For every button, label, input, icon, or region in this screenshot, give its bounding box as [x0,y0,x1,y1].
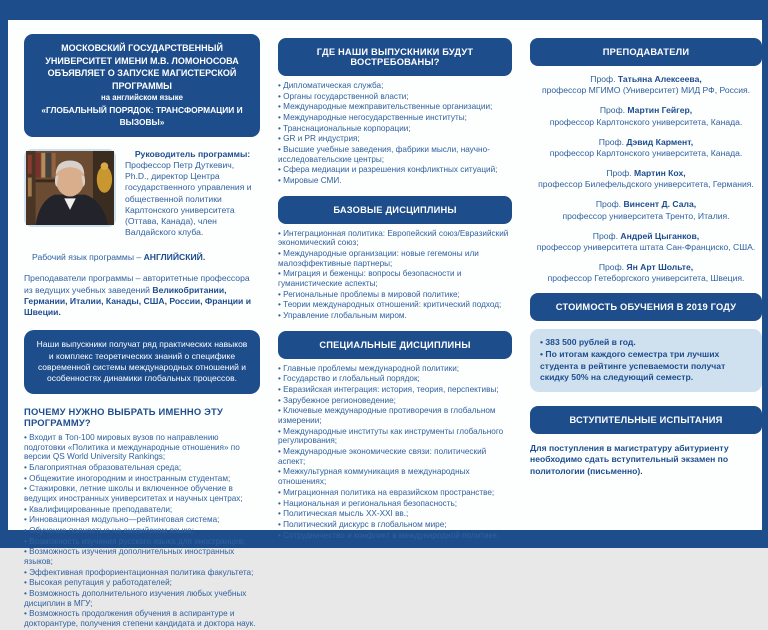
teacher-prefix: Проф. [598,136,627,147]
basic-discipline-item: • Миграция и беженцы: вопросы безопасности и гуманистические аспекты; [278,269,512,288]
teacher-prefix: Проф. [590,74,618,84]
teacher-name-line [530,137,762,148]
why-choose-item: • Входит в Топ-100 мировых вузов по направлению подготовки «Политика и международные отношения» по версии QS World University Rankings; [24,433,260,462]
teacher-affiliation: профессор Билефельдского университета, Германия. [538,179,754,190]
teacher-entry [530,168,762,190]
teacher-affiliation: профессор МГИМО (Университет) МИД РФ, Россия. [541,85,751,96]
teacher-affiliation: профессор Гетеборгского университета, Швеция. [547,273,745,284]
program-language-subtitle: на английском языке [101,93,183,103]
teacher-affiliation: профессор Карлтонского университета, Канада. [549,116,743,127]
why-choose-title: ПОЧЕМУ НУЖНО ВЫБРАТЬ ИМЕННО ЭТУ ПРОГРАММУ? [24,405,224,428]
teacher-name-line [530,231,762,242]
basic-discipline-item: • Управление глобальным миром. [278,311,512,321]
teacher-entry [530,105,762,127]
teachers-section-title: ПРЕПОДАВАТЕЛИ [530,38,762,66]
director-block [24,149,260,238]
basic-disciplines-list [278,229,512,321]
basic-discipline-item: • Теории международных отношений: критический подход; [278,300,512,310]
tuition-info-item: • 383 500 рублей в год. [540,337,752,349]
demand-item: • Мировые СМИ. [278,176,512,186]
special-discipline-item: • Международные экономические связи: политический аспект; [278,447,512,466]
director-description [125,149,260,238]
entrance-exams-text: Для поступления в магистратуру абитуриенту необходимо сдать вступительный экзамен по политологии (письменно). [530,442,729,476]
why-choose-item: • Стажировки, летние школы и включенное обучение в ведущих иностранных университетах и научных центрах; [24,484,260,503]
tuition-info-item: • По итогам каждого семестра три лучших студента в рейтинге успеваемости получат скидку 50% на следующий семестр. [540,349,752,384]
special-discipline-item: • Зарубежное регионоведение; [278,396,512,406]
director-bio: Профессор Петр Дуткевич, Ph.D., директор Центра государственного управления и общественной политики Карлтонского университета (Оттава, Канада), член Валдайского клуба. [125,159,252,238]
teacher-entry [530,262,762,284]
teacher-name-line [530,262,762,273]
left-column [24,34,260,630]
special-discipline-item: • Главные проблемы международной политики; [278,364,512,374]
why-choose-list [24,433,260,629]
why-choose-item: • Квалифицированные преподаватели; [24,505,260,515]
teacher-name: Ян Арт Шольте, [626,262,694,273]
university-title: МОСКОВСКИЙ ГОСУДАРСТВЕННЫЙ УНИВЕРСИТЕТ ИМЕНИ М.В. ЛОМОНОСОВА ОБЪЯВЛЯЕТ О ЗАПУСКЕ МАГИСТЕРСКОЙ ПРОГРАММЫ [45,43,239,91]
director-photo [24,149,116,227]
special-disciplines-list [278,364,512,540]
why-choose-item: • Общежитие иногородним и иностранным студентам; [24,474,260,484]
tuition-section-title: СТОИМОСТЬ ОБУЧЕНИЯ В 2019 ГОДУ [530,293,762,321]
teacher-affiliation: профессор университета штата Сан-Франциско, США. [536,241,756,252]
working-language-value: АНГЛИЙСКИЙ. [143,252,206,263]
teacher-name: Дэвид Кармент, [626,136,694,147]
teacher-name-line [530,74,762,85]
demand-list [278,81,512,186]
demand-item: • GR и PR индустрия; [278,134,512,144]
special-discipline-item: • Ключевые международные противоречия в глобальном измерении; [278,406,512,425]
director-portrait-illustration [26,151,114,225]
why-choose-item: • Эффективная профориентационная политика факультета; [24,568,260,578]
basic-discipline-item: • Региональные проблемы в мировой политике; [278,290,512,300]
teacher-name: Мартин Гейгер, [627,105,693,116]
demand-item: • Дипломатическая служба; [278,81,512,91]
special-discipline-item: • Политический дискурс в глобальном мире; [278,520,512,530]
teachers-list [530,74,762,284]
demand-item: • Высшие учебные заведения, фабрики мысли, научно-исследовательские центры; [278,145,512,164]
demand-item: • Международные негосударственные институты; [278,113,512,123]
why-choose-item: • Возможность дополнительного изучения любых учебных дисциплин в МГУ; [24,589,260,608]
columns [8,20,762,630]
special-discipline-item: • Межкультурная коммуникация в международных отношениях; [278,467,512,486]
special-discipline-item: • Миграционная политика на евразийском пространстве; [278,488,512,498]
why-choose-item: • Возможность продолжения обучения в аспирантуре и докторантуре, получения степени кандидата и доктора наук. [24,609,260,628]
demand-item: • Сфера медиации и разрешения конфликтных ситуаций; [278,165,512,175]
teacher-name-line [530,168,762,179]
teachers-note-prefix: Преподаватели программы – авторитетные профессора из ведущих учебных заведений [24,273,250,295]
why-choose-item: • Возможность изучения дополнительных иностранных языков; [24,547,260,566]
demand-item: • Органы государственной власти; [278,92,512,102]
teacher-entry [530,137,762,159]
teacher-entry [530,199,762,221]
teacher-affiliation: профессор университета Тренто, Италия. [562,210,730,221]
tuition-info-box [530,329,762,391]
demand-section-title: ГДЕ НАШИ ВЫПУСКНИКИ БУДУТ ВОСТРЕБОВАНЫ? [278,38,512,76]
special-discipline-item: • Политическая мысль XX-XXI вв.; [278,509,512,519]
teacher-name: Мартин Кох, [633,168,686,179]
teacher-entry [530,231,762,253]
teacher-prefix: Проф. [592,230,621,241]
teacher-affiliation: профессор Карлтонского университета, Канада. [549,147,743,158]
teacher-name: Андрей Цыганков, [620,230,700,241]
special-disciplines-title: СПЕЦИАЛЬНЫЕ ДИСЦИПЛИНЫ [278,331,512,359]
why-choose-item: • Обучение полностью на английском языке; [24,526,260,536]
why-choose-item: • Возможность изучения русского языка для иностранцев; [24,537,260,547]
program-name: «ГЛОБАЛЬНЫЙ ПОРЯДОК: ТРАНСФОРМАЦИИ И ВЫЗОВЫ» [41,105,243,128]
teacher-prefix: Проф. [599,105,628,116]
demand-item: • Международные межправительственные организации; [278,102,512,112]
basic-disciplines-title: БАЗОВЫЕ ДИСЦИПЛИНЫ [278,196,512,224]
basic-discipline-item: • Международные организации: новые гегемоны или малоэффективные партнеры; [278,249,512,268]
director-role-label: Руководитель программы: [134,148,251,159]
teacher-prefix: Проф. [606,168,634,179]
teacher-name: Винсент Д. Сала, [623,199,697,210]
special-discipline-item: • Евразийская интеграция: история, теория, перспективы; [278,385,512,395]
teacher-prefix: Проф. [598,262,627,273]
teachers-note-countries: Великобритании, Германии, Италии, Канады, США, России, Франции и Швеции. [24,284,251,317]
special-discipline-item: • Международные институты как инструменты глобального регулирования; [278,427,512,446]
right-column [530,34,762,630]
teacher-name: Татьяна Алексеева, [617,74,702,84]
special-discipline-item: • Сотрудничество и конфликт в международной политике. [278,531,512,541]
special-discipline-item: • Государство и глобальный порядок; [278,374,512,384]
why-choose-item: • Инновационная модульно—рейтинговая система; [24,515,260,525]
teacher-prefix: Проф. [595,199,624,210]
basic-discipline-item: • Интеграционная политика: Европейский союз/Евразийский экономический союз; [278,229,512,248]
working-language-line [24,252,260,263]
graduates-skills-box: Наши выпускники получат ряд практических навыков и комплекс теоретических знаний о специфике современной системы международных отношений и особенностях динамики глобальных процессов. [24,330,260,394]
teachers-note [24,273,260,318]
entrance-exams-title: ВСТУПИТЕЛЬНЫЕ ИСПЫТАНИЯ [530,406,762,434]
teacher-name-line [530,105,762,116]
why-choose-item: • Высокая репутация у работодателей; [24,578,260,588]
demand-item: • Транснациональные корпорации; [278,124,512,134]
working-language-prefix: Рабочий язык программы – [32,252,144,263]
teacher-entry [530,74,762,96]
teacher-name-line [530,199,762,210]
why-choose-item: • Благоприятная образовательная среда; [24,463,260,473]
middle-column [278,34,512,630]
university-header-box [24,34,260,137]
special-discipline-item: • Национальная и региональная безопасность; [278,499,512,509]
